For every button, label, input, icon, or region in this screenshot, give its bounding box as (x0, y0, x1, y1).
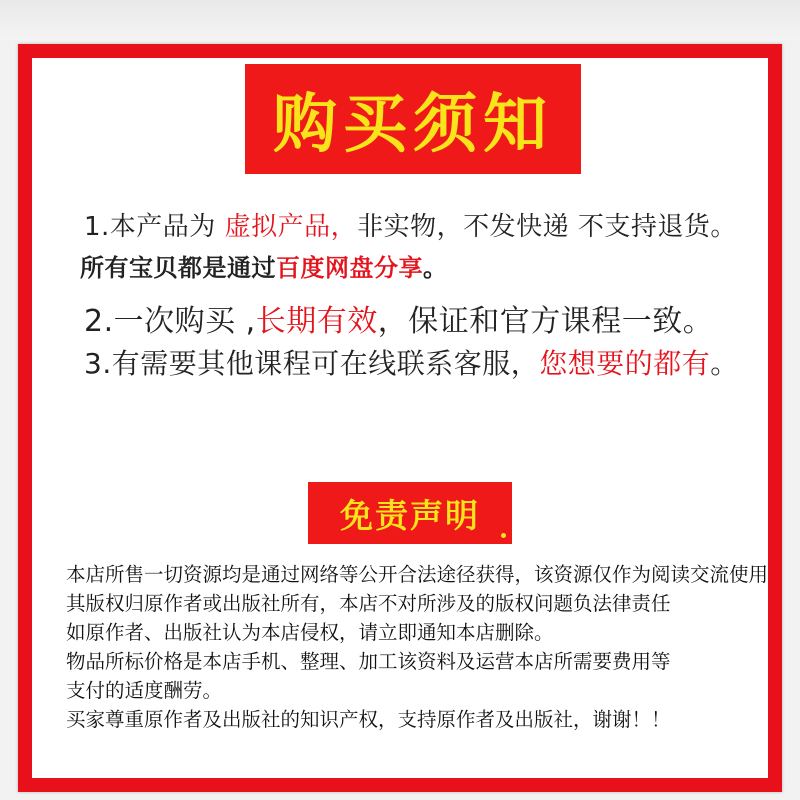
notice-frame (18, 44, 782, 792)
badge-dot (501, 533, 506, 538)
frame-pin-left (227, 768, 233, 774)
title-banner (245, 64, 581, 174)
disclaimer-line: 本店所售一切资源均是通过网络等公开合法途径获得，该资源仅作为阅读交流使用 (66, 563, 769, 586)
rule-3-highlight: 长期有效 (255, 304, 378, 339)
rule-line-2 (80, 248, 768, 283)
rule-2-highlight: 百度网盘分享 (276, 254, 423, 282)
rule-4-highlight: 您想要的都有 (539, 347, 711, 380)
disclaimer-line: 买家尊重原作者及出版社的知识产权，支持原作者及出版社，谢谢！！ (66, 708, 671, 731)
frame-pin-right (631, 768, 637, 774)
rule-line-4 (84, 342, 768, 382)
rule-3-prefix: 2.一次购买 , (84, 304, 256, 339)
rule-1-rest: 非实物，不发快递 不支持退货。 (357, 212, 737, 242)
rule-1-highlight: 虚拟产品， (224, 212, 358, 242)
disclaimer-line: 支付的适度酬劳。 (66, 679, 223, 702)
rule-line-3 (84, 296, 768, 340)
rule-3-suffix: ，保证和官方课程一致。 (377, 304, 714, 339)
disclaimer-title: 免责声明 (340, 495, 480, 535)
rule-4-suffix: 。 (710, 347, 739, 380)
rule-2-prefix: 所有宝贝都是通过 (80, 254, 276, 282)
rule-4-prefix: 3.有需要其他课程可在线联系客服， (84, 347, 540, 380)
disclaimer-badge (308, 482, 512, 544)
rule-2-suffix: 。 (423, 254, 448, 282)
rule-line-1 (84, 206, 768, 243)
disclaimer-line: 物品所标价格是本店手机、整理、加工该资料及运营本店所需要费用等 (66, 650, 671, 673)
rule-1-prefix: 1.本产品为 (84, 212, 225, 242)
notice-panel (32, 58, 768, 778)
banner-title: 购买须知 (273, 88, 553, 162)
disclaimer-line: 如原作者、出版社认为本店侵权，请立即通知本店删除。 (66, 621, 554, 644)
disclaimer-body (66, 560, 769, 734)
top-strip (0, 0, 800, 40)
disclaimer-line: 其版权归原作者或出版社所有，本店不对所涉及的版权问题负法律责任 (66, 592, 671, 615)
